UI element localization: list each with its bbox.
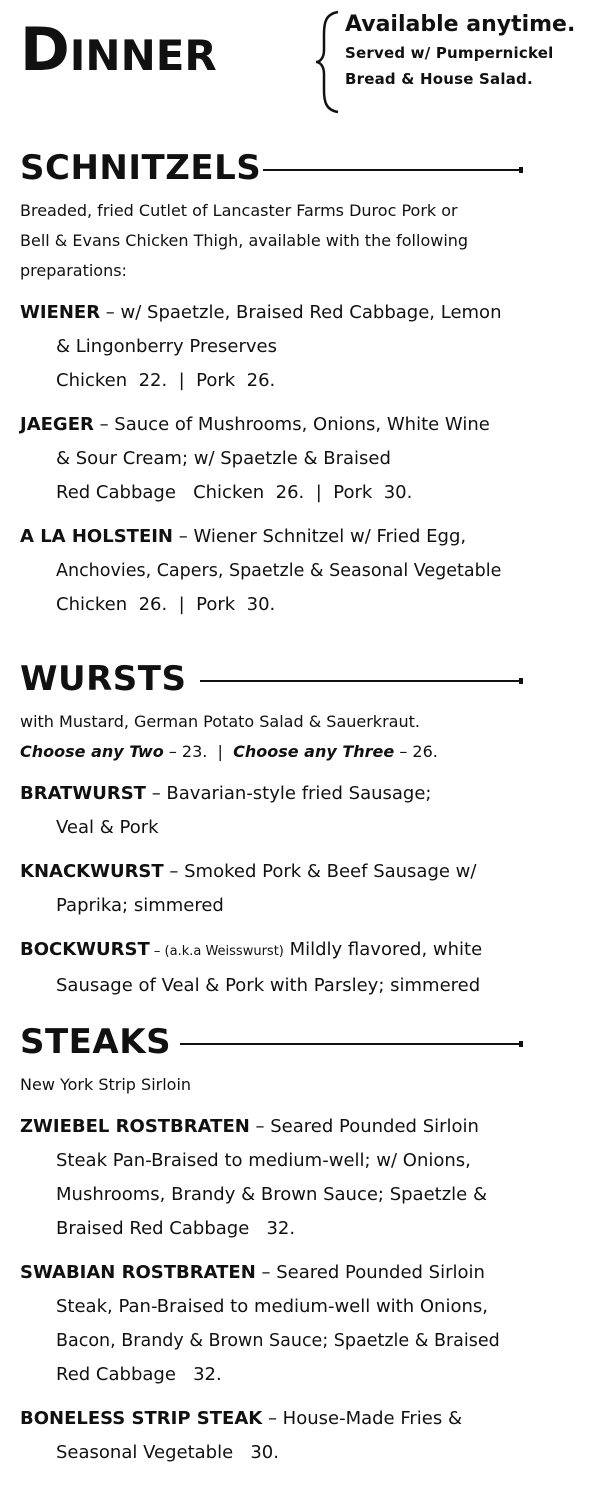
item-desc: Steak, Pan-Braised to medium-well with Onions, [56,1296,488,1317]
section-wursts [20,657,580,1003]
availability-text: Available anytime. [345,12,576,37]
menu-item-a-la-holstein [20,520,580,622]
curly-brace-icon [314,10,342,114]
section-intro [20,196,580,286]
item-price: Red Cabbage 32. [56,1364,222,1385]
choose-line [20,737,580,767]
item-desc: – Wiener Schnitzel w/ Fried Egg, [173,526,467,547]
intro-line: preparations: [20,261,127,280]
item-name: BOCKWURST [20,939,150,960]
item-desc: & Sour Cream; w/ Spaetzle & Braised [56,448,391,469]
choose-two-label: Choose any Two [20,742,164,761]
section-header [20,657,580,701]
item-desc: Veal & Pork [56,817,159,838]
section-schnitzels [20,146,580,622]
item-desc: Anchovies, Capers, Spaetzle & Seasonal Vegetable [56,561,502,581]
item-price: Seasonal Vegetable 30. [56,1442,279,1463]
section-intro [20,1070,580,1100]
menu-item-bockwurst [20,933,580,1003]
menu-item-jaeger [20,408,580,510]
item-desc: – Smoked Pork & Beef Sausage w/ [163,861,477,882]
served-with-line-2: Bread & House Salad. [345,70,533,88]
item-name: BONELESS STRIP STEAK [20,1408,263,1429]
item-price: Chicken 22. | Pork 26. [56,370,276,391]
page-title: Dinner [20,15,217,85]
menu-item-boneless-strip-steak [20,1402,580,1470]
intro-line: with Mustard, German Potato Salad & Sauerkraut. [20,712,420,731]
availability-note [345,10,575,92]
item-name: ZWIEBEL ROSTBRATEN [20,1116,250,1137]
choose-two-price: – 23. | [163,742,234,761]
menu-item-knackwurst [20,855,580,923]
item-desc: Paprika; simmered [56,895,224,916]
menu-item-swabian-rostbraten [20,1256,580,1392]
item-price: Red Cabbage Chicken 26. | Pork 30. [56,482,413,503]
item-desc: Mildly flavored, white [283,939,483,960]
section-title: WURSTS [20,659,187,699]
choose-three-price: – 26. [394,742,438,761]
intro-line: New York Strip Sirloin [20,1075,192,1094]
item-desc: Steak Pan-Braised to medium-well; w/ Onions, [56,1150,471,1171]
section-header [20,146,580,190]
menu-item-bratwurst [20,777,580,845]
item-desc: – Sauce of Mushrooms, Onions, White Wine [93,414,490,435]
item-name: KNACKWURST [20,861,164,882]
item-desc: – w/ Spaetzle, Braised Red Cabbage, Lemon [100,302,502,323]
item-price: Chicken 26. | Pork 30. [56,594,276,615]
menu-item-wiener [20,296,580,398]
section-title: STEAKS [20,1022,172,1062]
item-name: WIENER [20,302,101,323]
item-desc: – Seared Pounded Sirloin [255,1262,485,1283]
item-desc: – House-Made Fries & [262,1408,463,1429]
item-name: SWABIAN ROSTBRATEN [20,1262,256,1283]
item-price: Braised Red Cabbage 32. [56,1218,296,1239]
item-desc: Mushrooms, Brandy & Brown Sauce; Spaetzle & [56,1184,487,1205]
item-desc: Sausage of Veal & Pork with Parsley; simmered [56,975,481,996]
section-header [20,1020,580,1064]
item-desc: – Bavarian-style fried Sausage; [145,783,432,804]
section-rule [260,169,520,171]
section-rule [180,1043,520,1045]
item-aka: – (a.k.a Weisswurst) [149,944,284,959]
choose-three-label: Choose any Three [233,742,395,761]
section-title: SCHNITZELS [20,148,262,188]
item-name: A LA HOLSTEIN [20,526,173,547]
intro-line: Bell & Evans Chicken Thigh, available with the following [20,231,469,250]
section-intro [20,707,580,767]
menu-header [20,8,590,108]
item-name: BRATWURST [20,783,146,804]
item-desc: Bacon, Brandy & Brown Sauce; Spaetzle & Braised [56,1331,500,1351]
intro-line: Breaded, fried Cutlet of Lancaster Farms Duroc Pork or [20,201,458,220]
served-with-line-1: Served w/ Pumpernickel [345,44,554,62]
section-rule [200,680,520,682]
item-name: JAEGER [20,414,94,435]
item-desc: – Seared Pounded Sirloin [249,1116,479,1137]
item-desc: & Lingonberry Preserves [56,336,277,357]
section-steaks [20,1020,580,1470]
menu-item-zwiebel-rostbraten [20,1110,580,1246]
